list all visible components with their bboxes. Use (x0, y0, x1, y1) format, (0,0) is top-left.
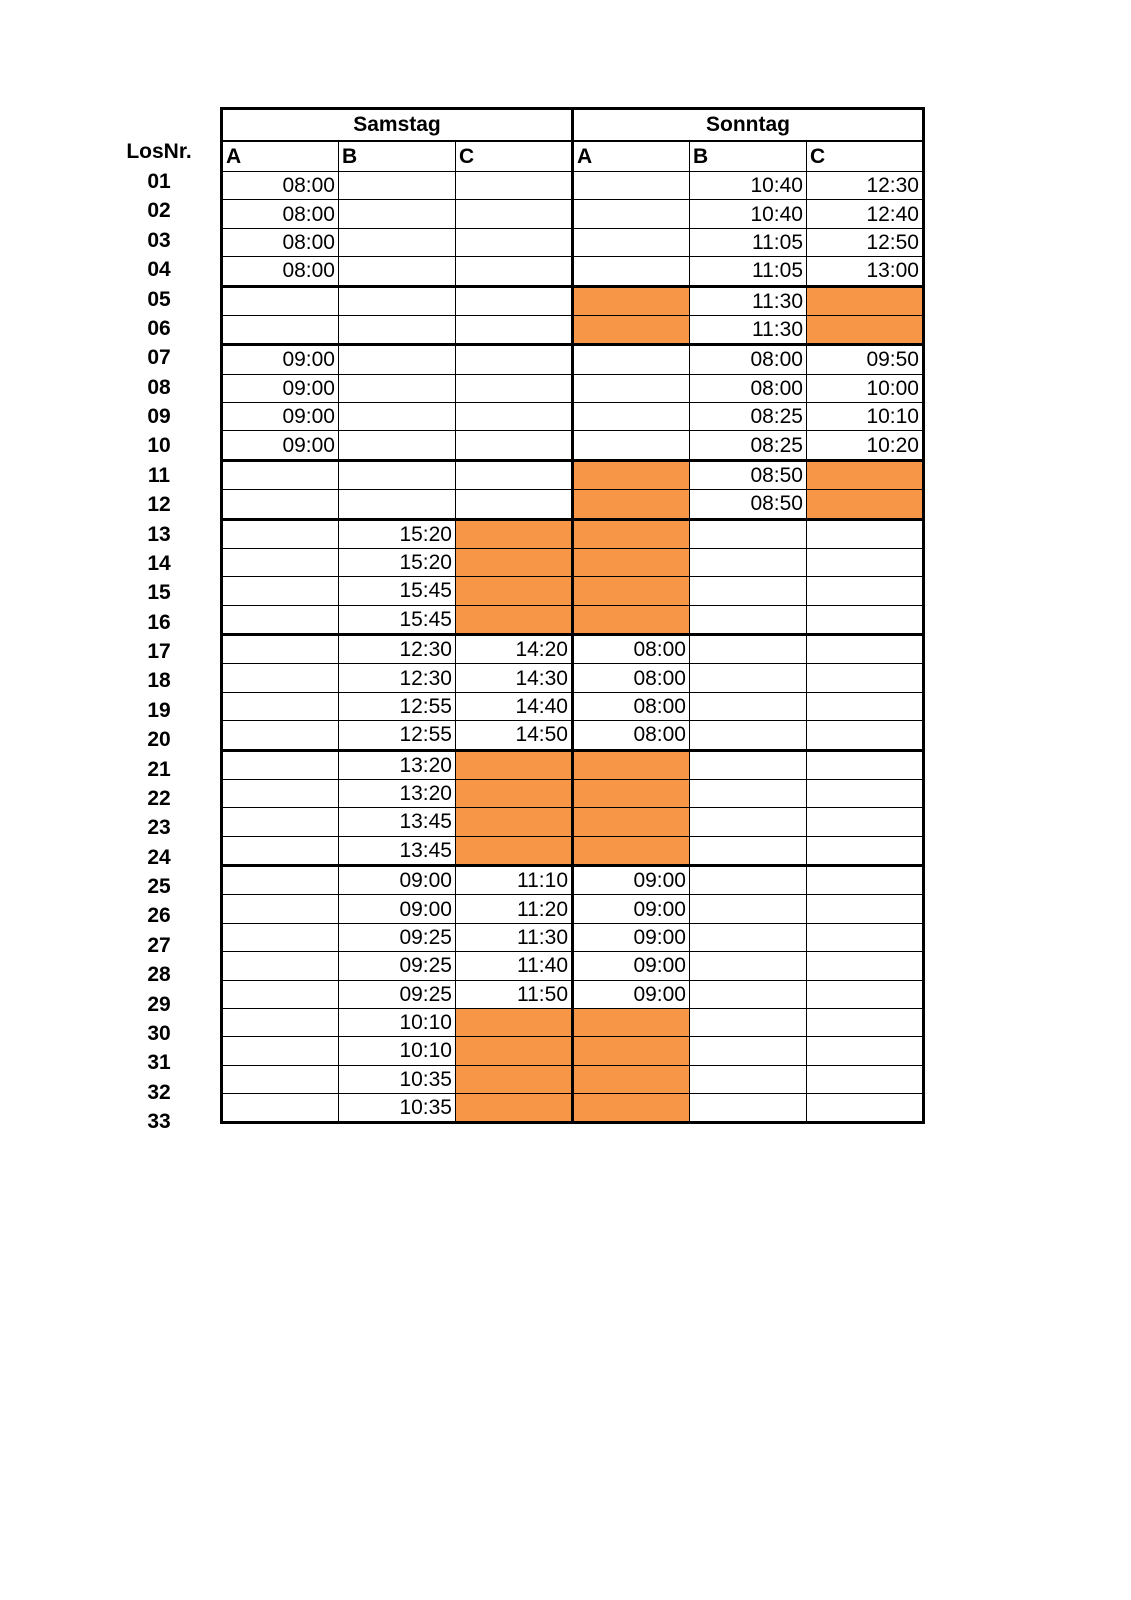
cell-samstag-a (222, 952, 339, 980)
column-header-samstag-c: C (456, 141, 573, 172)
table-row (222, 721, 924, 750)
cell-sonntag-c (807, 635, 924, 664)
cell-samstag-c (456, 808, 573, 836)
cell-samstag-b: 12:30 (339, 635, 456, 664)
losnr-label: 13 (147, 522, 171, 546)
cell-samstag-a: 09:00 (222, 431, 339, 460)
day-header-row (222, 109, 924, 142)
cell-samstag-a (222, 808, 339, 836)
cell-sonntag-b: 08:50 (690, 490, 807, 519)
cell-sonntag-b: 11:30 (690, 315, 807, 344)
cell-sonntag-a (573, 519, 690, 548)
cell-samstag-c: 11:20 (456, 895, 573, 923)
cell-samstag-c (456, 403, 573, 431)
cell-samstag-a (222, 315, 339, 344)
cell-sonntag-b (690, 952, 807, 980)
cell-sonntag-b: 10:40 (690, 172, 807, 200)
losnr-label: 31 (147, 1051, 171, 1075)
cell-sonntag-b (690, 1037, 807, 1065)
cell-sonntag-c (807, 750, 924, 779)
losnr-label: 27 (147, 933, 171, 957)
cell-samstag-b: 15:45 (339, 605, 456, 634)
cell-samstag-b (339, 431, 456, 460)
cell-sonntag-c: 09:50 (807, 345, 924, 374)
cell-sonntag-a: 08:00 (573, 635, 690, 664)
table-row (222, 750, 924, 779)
table-row (222, 577, 924, 605)
table-row (222, 374, 924, 402)
losnr-label: 11 (147, 463, 171, 487)
cell-samstag-b (339, 200, 456, 228)
table-row (222, 1094, 924, 1123)
cell-sonntag-a (573, 548, 690, 576)
cell-sonntag-b (690, 721, 807, 750)
cell-sonntag-a (573, 315, 690, 344)
cell-sonntag-c: 12:50 (807, 228, 924, 256)
cell-sonntag-c (807, 1008, 924, 1036)
cell-sonntag-b: 08:25 (690, 431, 807, 460)
cell-sonntag-a (573, 605, 690, 634)
cell-sonntag-c (807, 692, 924, 720)
cell-samstag-a: 09:00 (222, 345, 339, 374)
schedule-table (220, 107, 925, 1124)
losnr-label: 30 (147, 1021, 171, 1045)
cell-sonntag-c (807, 779, 924, 807)
cell-sonntag-b (690, 1094, 807, 1123)
cell-samstag-c: 14:40 (456, 692, 573, 720)
cell-samstag-b: 12:55 (339, 692, 456, 720)
cell-samstag-c (456, 228, 573, 256)
cell-samstag-b: 13:20 (339, 750, 456, 779)
cell-sonntag-a (573, 808, 690, 836)
cell-samstag-b: 13:45 (339, 836, 456, 865)
losnr-label: 20 (147, 728, 171, 752)
losnr-label: 14 (147, 551, 171, 575)
column-header-samstag-b: B (339, 141, 456, 172)
losnr-label: 29 (147, 992, 171, 1016)
cell-samstag-a: 08:00 (222, 257, 339, 286)
cell-sonntag-a (573, 200, 690, 228)
cell-samstag-c (456, 431, 573, 460)
cell-samstag-b: 13:45 (339, 808, 456, 836)
cell-sonntag-c: 12:40 (807, 200, 924, 228)
cell-samstag-a (222, 980, 339, 1008)
cell-samstag-c (456, 1008, 573, 1036)
cell-samstag-b: 12:30 (339, 664, 456, 692)
cell-sonntag-b (690, 605, 807, 634)
cell-sonntag-a (573, 172, 690, 200)
cell-samstag-c: 11:30 (456, 923, 573, 951)
losnr-label: 07 (147, 346, 171, 370)
cell-samstag-a: 08:00 (222, 200, 339, 228)
cell-samstag-a (222, 692, 339, 720)
table-header (222, 109, 924, 172)
losnr-label: 19 (147, 698, 171, 722)
cell-samstag-c (456, 1037, 573, 1065)
cell-samstag-c (456, 315, 573, 344)
cell-sonntag-b: 11:30 (690, 286, 807, 315)
column-header-sonntag-a: A (573, 141, 690, 172)
cell-sonntag-b: 08:00 (690, 374, 807, 402)
cell-samstag-c: 11:40 (456, 952, 573, 980)
cell-sonntag-b (690, 577, 807, 605)
cell-sonntag-c (807, 1065, 924, 1093)
cell-samstag-b (339, 315, 456, 344)
losnr-label: 15 (147, 581, 171, 605)
cell-sonntag-a (573, 286, 690, 315)
table-row (222, 866, 924, 895)
cell-samstag-c: 14:50 (456, 721, 573, 750)
table-row (222, 548, 924, 576)
cell-samstag-b: 10:35 (339, 1065, 456, 1093)
cell-samstag-a: 09:00 (222, 374, 339, 402)
cell-sonntag-b (690, 750, 807, 779)
table-row (222, 200, 924, 228)
cell-samstag-b (339, 172, 456, 200)
cell-samstag-b (339, 286, 456, 315)
cell-sonntag-a (573, 577, 690, 605)
cell-sonntag-c (807, 923, 924, 951)
cell-samstag-b (339, 460, 456, 489)
cell-samstag-c (456, 836, 573, 865)
cell-sonntag-b (690, 1008, 807, 1036)
table-row (222, 808, 924, 836)
cell-sonntag-b: 08:25 (690, 403, 807, 431)
cell-sonntag-b (690, 635, 807, 664)
table-row (222, 460, 924, 489)
cell-sonntag-c (807, 808, 924, 836)
losnr-label: 24 (147, 845, 171, 869)
cell-sonntag-a: 08:00 (573, 692, 690, 720)
cell-samstag-b: 09:25 (339, 952, 456, 980)
cell-samstag-b (339, 345, 456, 374)
cell-sonntag-b (690, 980, 807, 1008)
losnr-label: 21 (147, 757, 171, 781)
cell-sonntag-a (573, 750, 690, 779)
cell-samstag-c: 11:10 (456, 866, 573, 895)
losnr-label: 04 (147, 258, 171, 282)
cell-sonntag-a: 09:00 (573, 866, 690, 895)
cell-sonntag-b (690, 895, 807, 923)
table-row (222, 664, 924, 692)
cell-sonntag-a: 08:00 (573, 721, 690, 750)
cell-samstag-b: 09:00 (339, 895, 456, 923)
table-row (222, 692, 924, 720)
cell-samstag-c (456, 548, 573, 576)
losnr-label: 02 (147, 199, 171, 223)
losnr-label: 16 (147, 610, 171, 634)
cell-sonntag-a (573, 1008, 690, 1036)
cell-sonntag-a (573, 1094, 690, 1123)
table-row (222, 952, 924, 980)
losnr-label: 18 (147, 669, 171, 693)
cell-sonntag-c: 10:20 (807, 431, 924, 460)
cell-samstag-b: 10:35 (339, 1094, 456, 1123)
cell-sonntag-b (690, 664, 807, 692)
table-row (222, 286, 924, 315)
cell-sonntag-a (573, 431, 690, 460)
table-row (222, 345, 924, 374)
cell-samstag-a (222, 635, 339, 664)
cell-sonntag-c (807, 721, 924, 750)
cell-samstag-c (456, 519, 573, 548)
cell-sonntag-b (690, 923, 807, 951)
table-row (222, 836, 924, 865)
losnr-label: 32 (147, 1080, 171, 1104)
cell-samstag-b (339, 403, 456, 431)
cell-sonntag-a (573, 374, 690, 402)
cell-sonntag-a (573, 490, 690, 519)
cell-sonntag-c (807, 1037, 924, 1065)
cell-samstag-b: 15:20 (339, 548, 456, 576)
cell-samstag-b: 15:20 (339, 519, 456, 548)
losnr-header: LosNr. (126, 140, 192, 163)
cell-samstag-c (456, 1065, 573, 1093)
cell-samstag-b: 12:55 (339, 721, 456, 750)
losnr-label: 01 (147, 170, 171, 193)
table-row (222, 431, 924, 460)
day-header-samstag: Samstag (222, 109, 573, 142)
cell-sonntag-b (690, 1065, 807, 1093)
losnr-label: 12 (147, 493, 171, 517)
cell-samstag-a (222, 1037, 339, 1065)
losnr-label: 05 (147, 287, 171, 311)
cell-samstag-a (222, 779, 339, 807)
cell-sonntag-b (690, 808, 807, 836)
cell-sonntag-c (807, 519, 924, 548)
table-row (222, 172, 924, 200)
cell-sonntag-b (690, 779, 807, 807)
cell-sonntag-c (807, 980, 924, 1008)
column-header-sonntag-c: C (807, 141, 924, 172)
cell-sonntag-a (573, 1065, 690, 1093)
cell-samstag-c (456, 605, 573, 634)
cell-sonntag-c (807, 895, 924, 923)
losnr-label: 03 (147, 228, 171, 252)
cell-samstag-a (222, 577, 339, 605)
cell-sonntag-c (807, 1094, 924, 1123)
cell-sonntag-a (573, 228, 690, 256)
cell-sonntag-c (807, 315, 924, 344)
table-row (222, 635, 924, 664)
column-header-row (222, 141, 924, 172)
cell-samstag-b: 09:25 (339, 923, 456, 951)
cell-samstag-a (222, 460, 339, 489)
cell-sonntag-b: 11:05 (690, 228, 807, 256)
cell-samstag-c: 14:20 (456, 635, 573, 664)
table-row (222, 980, 924, 1008)
cell-sonntag-c (807, 664, 924, 692)
table-row (222, 403, 924, 431)
cell-sonntag-c: 10:10 (807, 403, 924, 431)
cell-samstag-a (222, 490, 339, 519)
cell-samstag-c (456, 374, 573, 402)
cell-samstag-c (456, 200, 573, 228)
losnr-label: 06 (147, 316, 171, 340)
cell-samstag-c (456, 1094, 573, 1123)
table-row (222, 519, 924, 548)
cell-sonntag-c (807, 460, 924, 489)
table-row (222, 1065, 924, 1093)
cell-sonntag-b (690, 836, 807, 865)
cell-samstag-a (222, 605, 339, 634)
cell-sonntag-a: 09:00 (573, 923, 690, 951)
cell-samstag-b: 13:20 (339, 779, 456, 807)
cell-sonntag-b (690, 692, 807, 720)
cell-samstag-a: 09:00 (222, 403, 339, 431)
table-row (222, 257, 924, 286)
cell-sonntag-b: 10:40 (690, 200, 807, 228)
cell-sonntag-a: 09:00 (573, 895, 690, 923)
cell-samstag-a (222, 1094, 339, 1123)
cell-samstag-b: 15:45 (339, 577, 456, 605)
cell-sonntag-b: 08:00 (690, 345, 807, 374)
cell-sonntag-b: 11:05 (690, 257, 807, 286)
cell-samstag-b: 09:00 (339, 866, 456, 895)
table-row (222, 923, 924, 951)
cell-samstag-c (456, 257, 573, 286)
cell-samstag-a (222, 923, 339, 951)
cell-samstag-c (456, 172, 573, 200)
cell-samstag-c (456, 460, 573, 489)
cell-sonntag-a (573, 1037, 690, 1065)
cell-sonntag-a: 09:00 (573, 952, 690, 980)
cell-samstag-a (222, 548, 339, 576)
table-row (222, 228, 924, 256)
column-header-sonntag-b: B (690, 141, 807, 172)
cell-samstag-a (222, 836, 339, 865)
cell-sonntag-c (807, 866, 924, 895)
cell-samstag-b (339, 490, 456, 519)
day-header-sonntag: Sonntag (573, 109, 924, 142)
table-row (222, 779, 924, 807)
table-body (222, 172, 924, 1123)
cell-sonntag-c (807, 836, 924, 865)
cell-samstag-c (456, 750, 573, 779)
cell-samstag-c (456, 779, 573, 807)
table-row (222, 605, 924, 634)
cell-samstag-c (456, 490, 573, 519)
cell-sonntag-c (807, 286, 924, 315)
cell-sonntag-a (573, 403, 690, 431)
losnr-label: 23 (147, 816, 171, 840)
cell-samstag-c (456, 345, 573, 374)
cell-samstag-b (339, 374, 456, 402)
cell-sonntag-a: 08:00 (573, 664, 690, 692)
losnr-label: 33 (147, 1110, 171, 1133)
cell-sonntag-c (807, 952, 924, 980)
losnr-label: 09 (147, 405, 171, 428)
cell-sonntag-c (807, 605, 924, 634)
cell-sonntag-a (573, 345, 690, 374)
cell-samstag-c (456, 577, 573, 605)
cell-sonntag-a (573, 779, 690, 807)
cell-sonntag-b: 08:50 (690, 460, 807, 489)
table-row (222, 1008, 924, 1036)
table-row (222, 490, 924, 519)
losnr-label: 26 (147, 904, 171, 928)
cell-samstag-a (222, 519, 339, 548)
losnr-label: 08 (147, 375, 171, 399)
cell-samstag-b: 10:10 (339, 1008, 456, 1036)
cell-samstag-a (222, 286, 339, 315)
cell-samstag-a (222, 1065, 339, 1093)
cell-sonntag-c (807, 548, 924, 576)
cell-sonntag-b (690, 866, 807, 895)
cell-sonntag-c (807, 490, 924, 519)
cell-samstag-a: 08:00 (222, 228, 339, 256)
cell-samstag-b: 09:25 (339, 980, 456, 1008)
losnr-label: 28 (147, 963, 171, 987)
column-header-samstag-a: A (222, 141, 339, 172)
losnr-label: 22 (147, 786, 171, 810)
cell-samstag-c: 14:30 (456, 664, 573, 692)
losnr-column (120, 167, 198, 1136)
cell-samstag-a (222, 721, 339, 750)
cell-sonntag-a: 09:00 (573, 980, 690, 1008)
table-row (222, 315, 924, 344)
cell-sonntag-c (807, 577, 924, 605)
cell-samstag-a (222, 750, 339, 779)
cell-sonntag-b (690, 548, 807, 576)
cell-samstag-a (222, 664, 339, 692)
cell-samstag-a (222, 895, 339, 923)
table-row (222, 895, 924, 923)
cell-sonntag-a (573, 460, 690, 489)
cell-sonntag-c: 12:30 (807, 172, 924, 200)
cell-samstag-b (339, 228, 456, 256)
cell-samstag-b: 10:10 (339, 1037, 456, 1065)
cell-sonntag-c: 13:00 (807, 257, 924, 286)
cell-samstag-c: 11:50 (456, 980, 573, 1008)
cell-samstag-c (456, 286, 573, 315)
losnr-label: 17 (147, 640, 171, 663)
cell-samstag-a (222, 1008, 339, 1036)
cell-sonntag-c: 10:00 (807, 374, 924, 402)
cell-sonntag-a (573, 257, 690, 286)
cell-sonntag-b (690, 519, 807, 548)
cell-samstag-b (339, 257, 456, 286)
table-row (222, 1037, 924, 1065)
cell-samstag-a (222, 866, 339, 895)
losnr-label: 10 (147, 434, 171, 458)
cell-samstag-a: 08:00 (222, 172, 339, 200)
losnr-label: 25 (147, 875, 171, 898)
cell-sonntag-a (573, 836, 690, 865)
